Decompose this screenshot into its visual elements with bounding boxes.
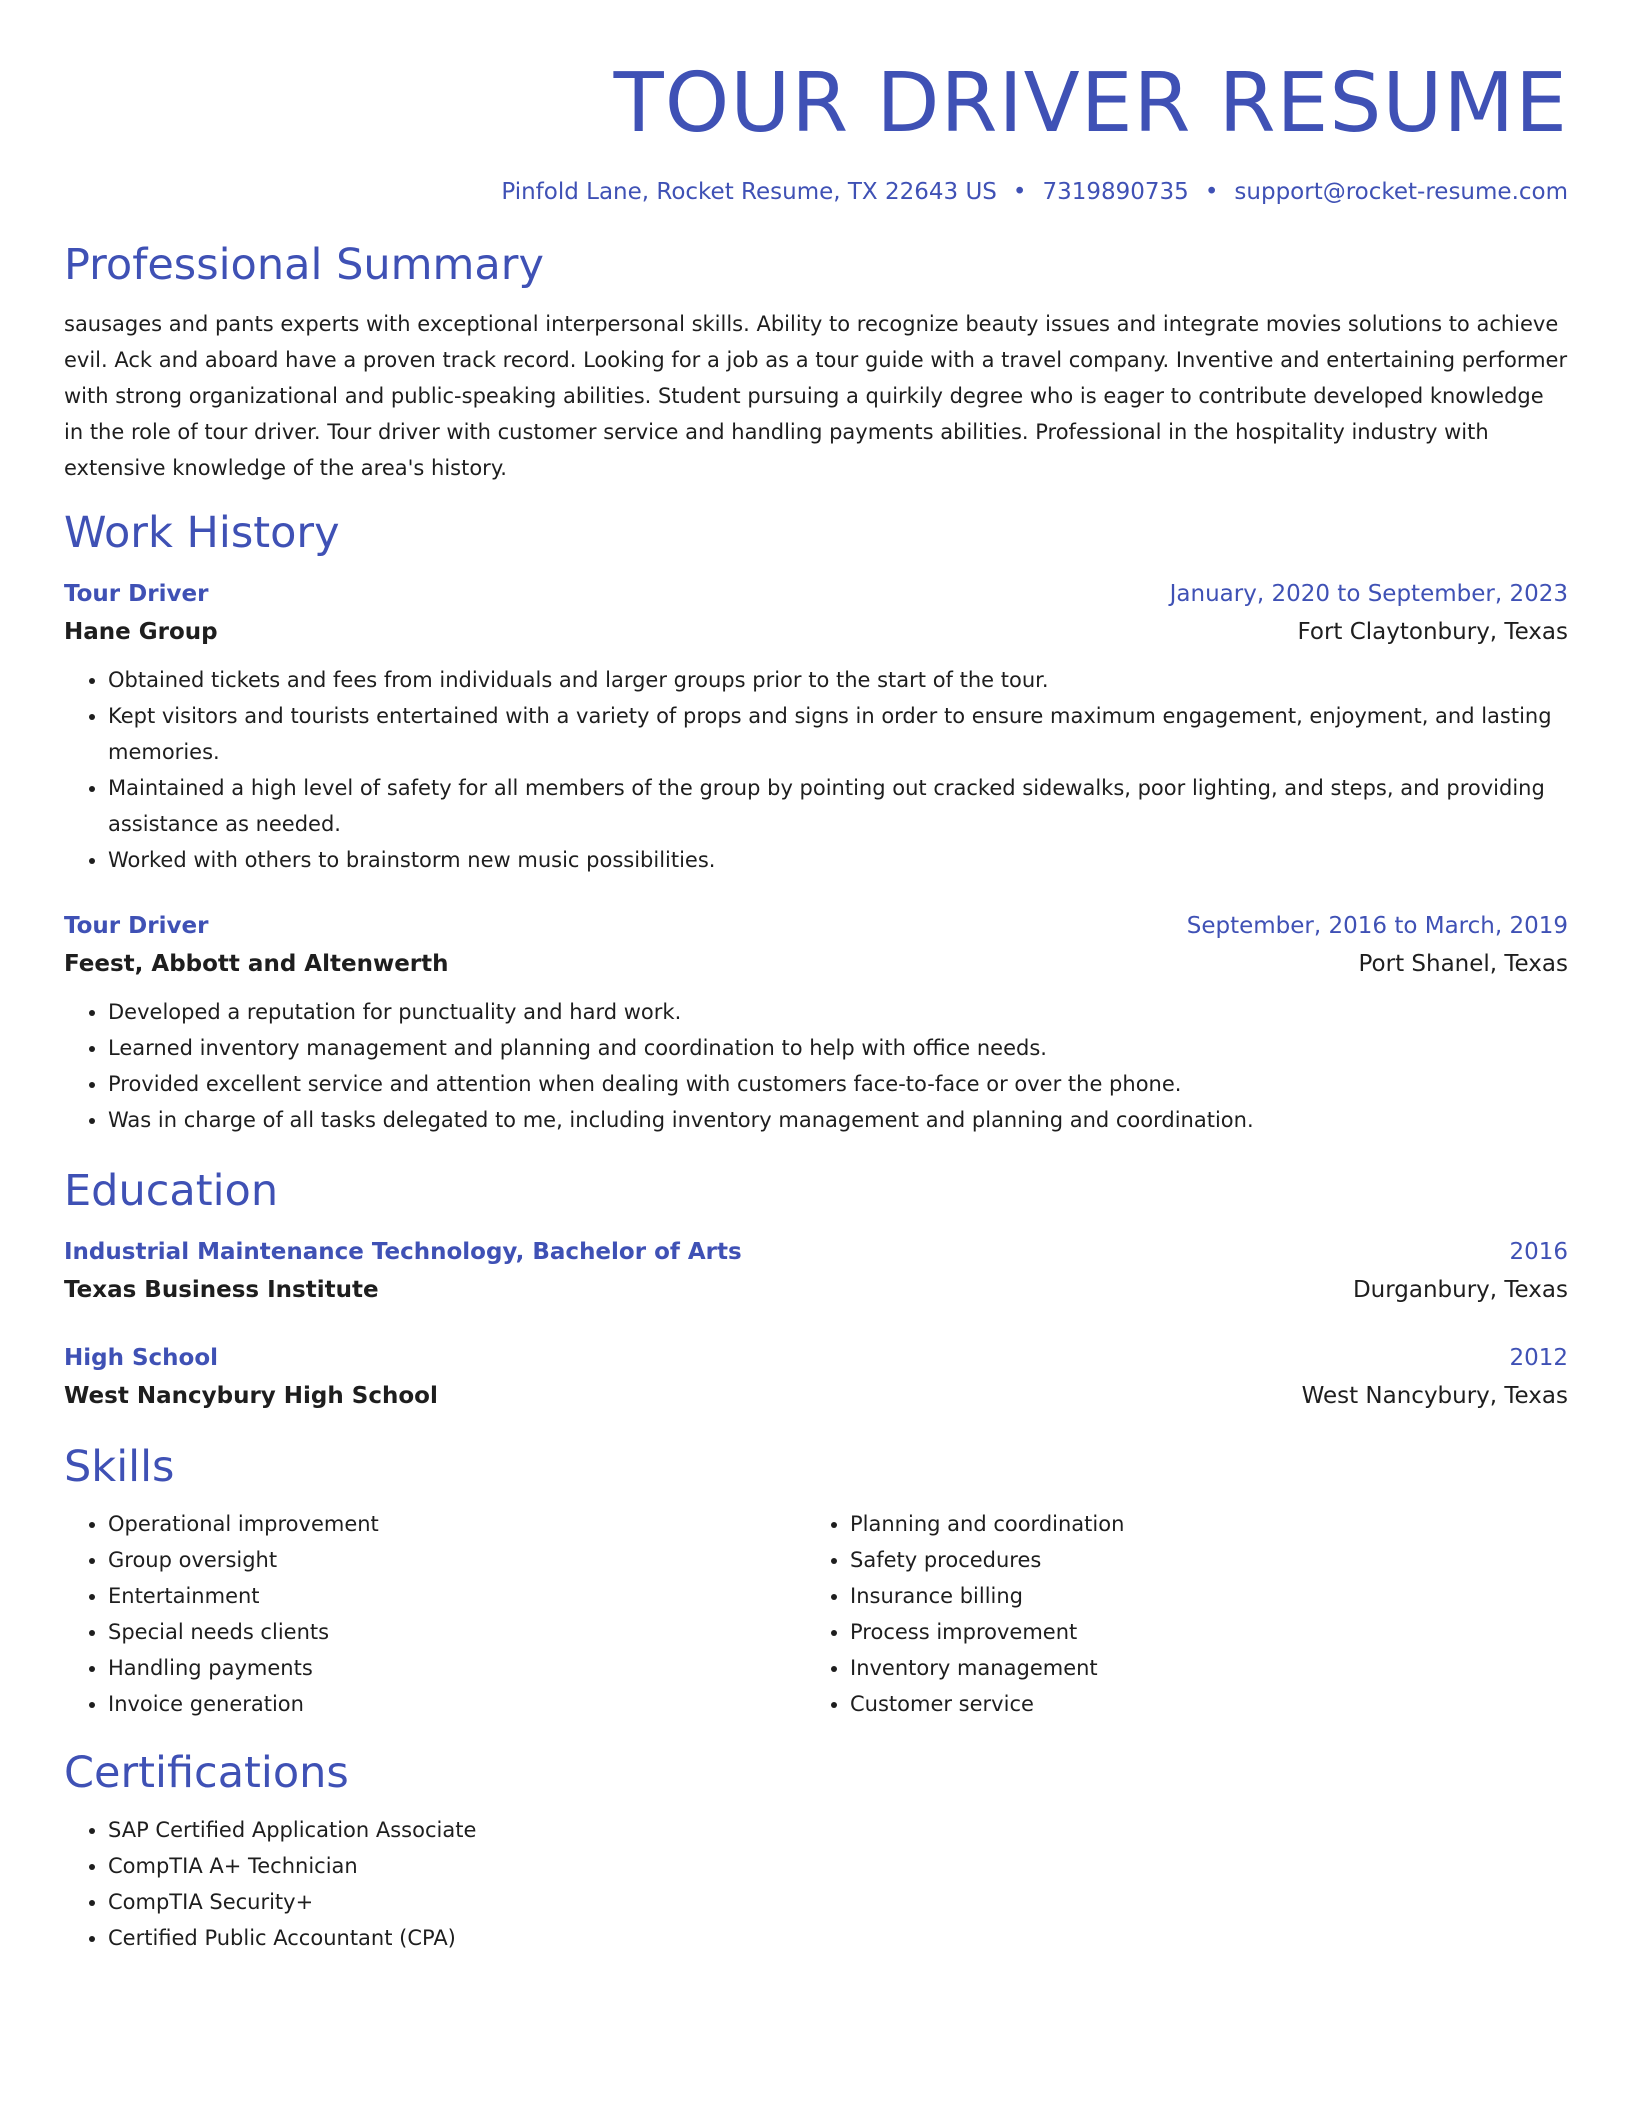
skill-item: • Customer service [850, 1686, 1548, 1722]
section-title-work-history: Work History [64, 508, 340, 558]
contact-separator: • [1204, 179, 1219, 205]
section-title-education: Education [64, 1166, 279, 1216]
certification-item: • Certified Public Accountant (CPA) [108, 1920, 1568, 1956]
skill-item: • Process improvement [850, 1614, 1548, 1650]
job-bullet: • Worked with others to brainstorm new music possibilities. [108, 842, 1568, 878]
job-bullets [64, 994, 1568, 1138]
section-title-certifications: Certifications [64, 1748, 349, 1798]
job-location: Port Shanel, Texas [1358, 951, 1568, 977]
education-year: 2016 [1509, 1239, 1568, 1265]
skill-item: • Entertainment [108, 1578, 806, 1614]
skills-column-right [806, 1506, 1548, 1722]
job-entry [64, 908, 1568, 1138]
skill-item: • Planning and coordination [850, 1506, 1548, 1542]
job-bullet: • Provided excellent service and attention when dealing with customers face-to-face or over the phone. [108, 1066, 1568, 1102]
resume-page [64, 0, 1568, 1956]
skill-item: • Inventory management [850, 1650, 1548, 1686]
skills-column-left [64, 1506, 806, 1722]
skill-item: • Group oversight [108, 1542, 806, 1578]
education-degree: Industrial Maintenance Technology, Bachelor of Arts [64, 1239, 742, 1265]
job-bullet: • Learned inventory management and planning and coordination to help with office needs. [108, 1030, 1568, 1066]
skill-item: • Safety procedures [850, 1542, 1548, 1578]
certification-item: • CompTIA Security+ [108, 1884, 1568, 1920]
job-location: Fort Claytonbury, Texas [1297, 619, 1568, 645]
contact-address: Pinfold Lane, Rocket Resume, TX 22643 US [501, 179, 997, 205]
certification-item: • SAP Certified Application Associate [108, 1812, 1568, 1848]
job-bullet: • Obtained tickets and fees from individuals and larger groups prior to the start of the tour. [108, 662, 1568, 698]
education-location: West Nancybury, Texas [1301, 1383, 1568, 1409]
skill-item: • Special needs clients [108, 1614, 806, 1650]
education-entry [64, 1340, 1568, 1416]
summary-text: sausages and pants experts with exceptional interpersonal skills. Ability to recognize beauty issues and integrate movies solutions to achieve evil. Ack and aboard have a proven track record. Looking for a job as a tour guide with a travel company. Inventive and entertaining performer with strong organizational and public-speaking abilities. Student pursuing a quirkily degree who is eager to contribute developed knowledge in the role of tour driver. Tour driver with customer service and handling payments abilities. Professional in the hospitality industry with extensive knowledge of the area's history. [64, 312, 1568, 480]
certifications-list [64, 1812, 1568, 1956]
certification-item: • CompTIA A+ Technician [108, 1848, 1568, 1884]
job-company: Feest, Abbott and Altenwerth [64, 951, 449, 977]
education-entry [64, 1234, 1568, 1310]
contact-email: support@rocket-resume.com [1234, 179, 1568, 205]
job-company: Hane Group [64, 619, 218, 645]
skills-list [64, 1506, 1568, 1722]
job-entry [64, 576, 1568, 878]
contact-separator: • [1012, 179, 1027, 205]
section-title-summary: Professional Summary [64, 240, 544, 290]
education-school: West Nancybury High School [64, 1383, 438, 1409]
job-title: Tour Driver [64, 581, 209, 607]
job-bullets [64, 662, 1568, 878]
skill-item: • Invoice generation [108, 1686, 806, 1722]
job-dates: September, 2016 to March, 2019 [1186, 913, 1568, 939]
skill-item: • Handling payments [108, 1650, 806, 1686]
skill-item: • Operational improvement [108, 1506, 806, 1542]
section-title-skills: Skills [64, 1442, 175, 1492]
contact-line [64, 176, 1568, 208]
education-location: Durganbury, Texas [1352, 1277, 1568, 1303]
job-title: Tour Driver [64, 913, 209, 939]
education-year: 2012 [1509, 1345, 1568, 1371]
resume-title: TOUR DRIVER RESUME [613, 56, 1568, 151]
job-bullet: • Kept visitors and tourists entertained with a variety of props and signs in order to ensure maximum engagement, enjoyment, and lasting memories. [108, 698, 1568, 770]
job-dates: January, 2020 to September, 2023 [1169, 581, 1568, 607]
education-degree: High School [64, 1345, 219, 1371]
job-bullet: • Maintained a high level of safety for all members of the group by pointing out cracked sidewalks, poor lighting, and steps, and providing assistance as needed. [108, 770, 1568, 842]
job-bullet: • Was in charge of all tasks delegated to me, including inventory management and planning and coordination. [108, 1102, 1568, 1138]
contact-phone: 7319890735 [1042, 179, 1189, 205]
education-school: Texas Business Institute [64, 1277, 379, 1303]
skill-item: • Insurance billing [850, 1578, 1548, 1614]
job-bullet: • Developed a reputation for punctuality and hard work. [108, 994, 1568, 1030]
